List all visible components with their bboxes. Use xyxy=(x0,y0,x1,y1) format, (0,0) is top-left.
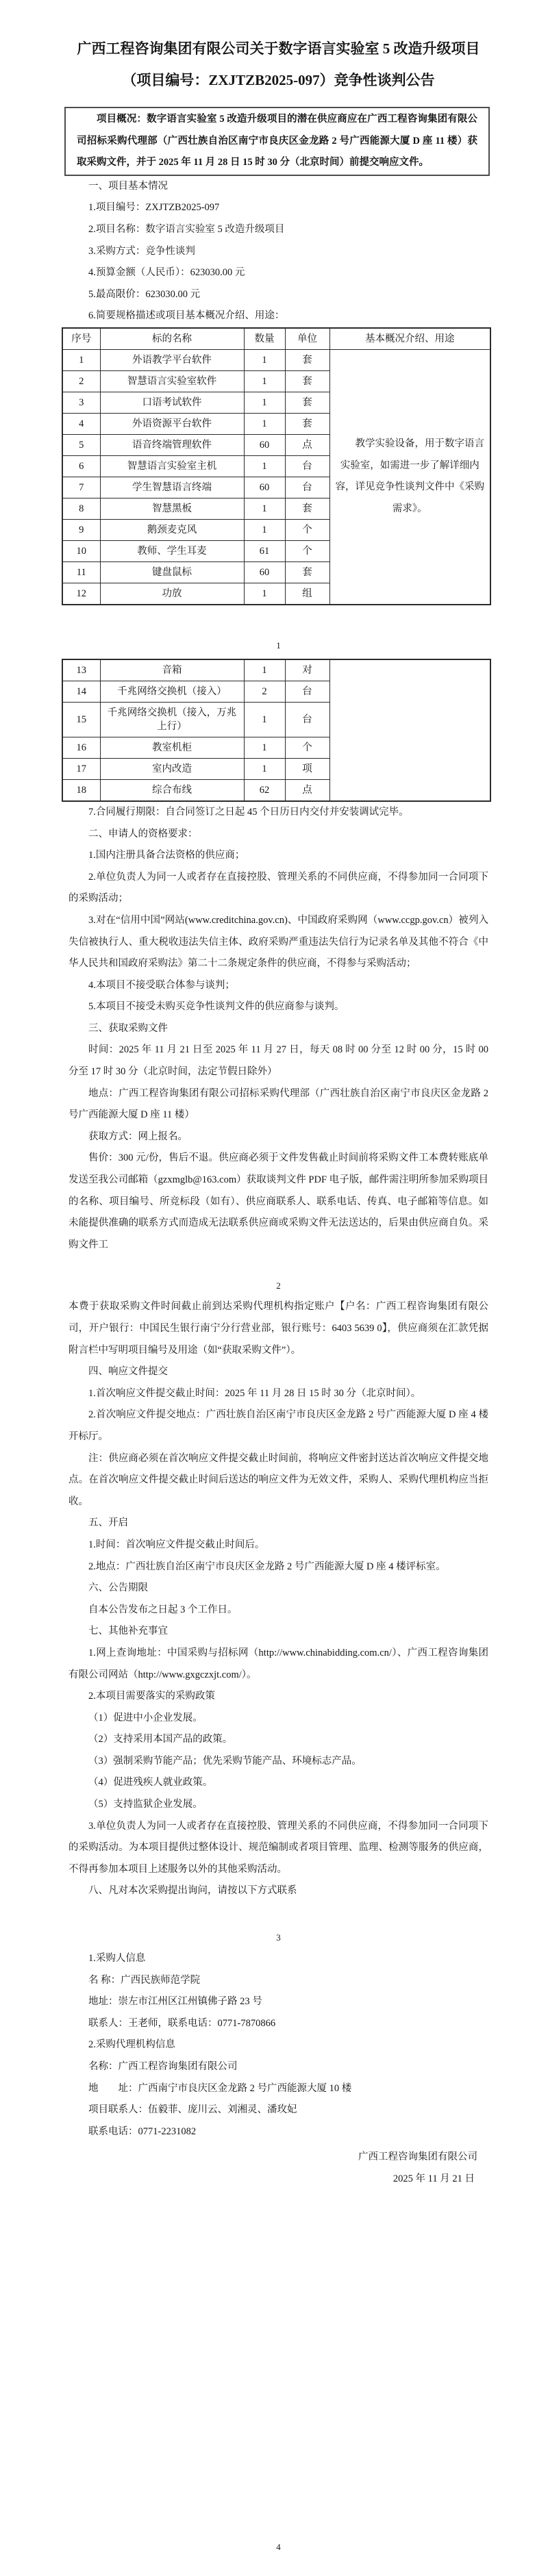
cell-name: 智慧语言实验室软件 xyxy=(100,370,244,392)
cell-no: 12 xyxy=(62,583,100,605)
cell-no: 3 xyxy=(62,392,100,413)
cell-unit: 套 xyxy=(285,349,329,370)
cell-no: 10 xyxy=(62,540,100,561)
page-number: 2 xyxy=(276,1280,281,1291)
cell-qty: 1 xyxy=(244,392,285,413)
cell-name: 外语教学平台软件 xyxy=(100,349,244,370)
cell-no: 18 xyxy=(62,779,100,801)
paragraph-policy-5: （5）支持监狱企业发展。 xyxy=(88,1799,203,1810)
paragraph-doc-method: 获取方式：网上报名。 xyxy=(88,1131,188,1142)
buyer-contact: 联系人：王老师，联系电话：0771-7870866 xyxy=(88,2017,276,2029)
paragraph-spec-intro: 6.简要规格描述或项目基本概况介绍、用途： xyxy=(88,310,285,322)
paragraph-contract-term: 7.合同履行期限：自合同签订之日起 45 个日历日内交付并安装调试完毕。 xyxy=(88,806,409,818)
cell-qty: 1 xyxy=(244,737,285,758)
cell-no: 9 xyxy=(62,519,100,540)
table-row xyxy=(62,659,490,681)
paragraph-policy-4: （4）促进残疾人就业政策。 xyxy=(88,1777,213,1789)
cell-no: 13 xyxy=(62,659,100,681)
cell-qty: 1 xyxy=(244,349,285,370)
cell-qty: 1 xyxy=(244,498,285,519)
cell-qty: 60 xyxy=(244,434,285,455)
buyer-info-heading: 1.采购人信息 xyxy=(88,1953,146,1965)
cell-qty: 1 xyxy=(244,455,285,477)
paragraph-other-3: 3.单位负责人为同一人或者存在直接控股、管理关系的不同供应商，不得参加同一合同项下的采购活动。为本项目提供过整体设计、规范编制或者项目管理、监理、检测等服务的供应商，不得再参加本项目上述服务以外的其他采购活动。 xyxy=(68,1820,488,1875)
cell-no: 4 xyxy=(62,413,100,434)
paragraph-budget: 4.预算金额（人民币）：623030.00 元 xyxy=(88,267,245,279)
cell-name: 室内改造 xyxy=(100,758,244,779)
cell-name: 语音终端管理软件 xyxy=(100,434,244,455)
cell-qty: 1 xyxy=(244,659,285,681)
paragraph-qual-1: 1.国内注册具备合法资格的供应商； xyxy=(88,850,245,861)
paragraph-qual-5: 5.本项目不接受未购买竞争性谈判文件的供应商参与谈判。 xyxy=(88,1001,345,1013)
paragraph-policy-intro: 2.本项目需要落实的采购政策 xyxy=(88,1691,215,1702)
paragraph-submit-place: 2.首次响应文件提交地点：广西壮族自治区南宁市良庆区金龙路 2 号广西能源大厦 D 座 4 楼开标厅。 xyxy=(68,1409,488,1442)
paragraph-project-no: 1.项目编号：ZXJTZB2025-097 xyxy=(88,202,220,214)
cell-unit: 套 xyxy=(285,392,329,413)
cell-name: 教室机柜 xyxy=(100,737,244,758)
paragraph-qual-2: 2.单位负责人为同一人或者存在直接控股、管理关系的不同供应商，不得参加同一合同项下的采购活动； xyxy=(68,871,488,905)
paragraph-policy-1: （1）促进中小企业发展。 xyxy=(88,1712,203,1723)
paragraph-project-name: 2.项目名称：数字语言实验室 5 改造升级项目 xyxy=(88,223,285,235)
cell-unit: 个 xyxy=(285,540,329,561)
cell-no: 8 xyxy=(62,498,100,519)
project-overview-text: 项目概况：数字语言实验室 5 改造升级项目的潜在供应商应在广西工程咨询集团有限公司招标采购代理部（广西壮族自治区南宁市良庆区金龙路 2 号广西能源大厦 D 座 11 楼）获取采购文件，并于 2025 年 11 月 28 日 15 时 30 分（北京时间）前提交响应文件。 xyxy=(77,114,477,168)
cell-name: 功放 xyxy=(100,583,244,605)
paragraph-doc-price-part2: 本费于获取采购文件时间截止前到达采购代理机构指定账户【户名：广西工程咨询集团有限公司，开户银行：中国民生银行南宁分行营业部，银行账号：6403 5639 0】，供应商须在汇款凭据附言栏中写明项目编号及用途（如“获取采购文件”）。 xyxy=(68,1301,488,1356)
cell-no: 5 xyxy=(62,434,100,455)
cell-unit: 台 xyxy=(285,477,329,498)
cell-name: 教师、学生耳麦 xyxy=(100,540,244,561)
merged-desc-cell xyxy=(329,349,490,605)
cell-unit: 台 xyxy=(285,681,329,702)
cell-qty: 60 xyxy=(244,477,285,498)
items-table-page2 xyxy=(62,659,491,802)
cell-name: 音箱 xyxy=(100,659,244,681)
cell-qty: 1 xyxy=(244,370,285,392)
cell-unit: 组 xyxy=(285,583,329,605)
cell-qty: 1 xyxy=(244,583,285,605)
cell-unit: 套 xyxy=(285,413,329,434)
merged-desc-text: 教学实验设备，用于数字语言实验室，如需进一步了解详细内容，详见竞争性谈判文件中《采购需求》。 xyxy=(335,438,484,515)
cell-name: 键盘鼠标 xyxy=(100,561,244,583)
paragraph-qual-3: 3.对在“信用中国”网站(www.creditchina.gov.cn)、中国政府采购网（www.ccgp.gov.cn）被列入失信被执行人、重大税收违法失信主体、政府采购严重违法失信行为记录名单及其他不符合《中华人民共和国政府采购法》第二十二条规定条件的供应商，不得参与采购活动； xyxy=(68,914,488,970)
section-heading-3: 三、获取采购文件 xyxy=(88,1022,168,1034)
cell-name: 综合布线 xyxy=(100,779,244,801)
paragraph-procure-method: 3.采购方式：竞争性谈判 xyxy=(88,245,195,257)
doc-title-line-2: （项目编号：ZXJTZB2025-097）竞争性谈判公告 xyxy=(122,72,435,88)
col-header-name: 标的名称 xyxy=(100,328,244,350)
paragraph-doc-time: 时间：2025 年 11 月 21 日至 2025 年 11 月 27 日，每天 08 时 00 分至 12 时 00 分，15 时 00 分至 17 时 30 分（北京时间，法定节假日除外） xyxy=(68,1044,488,1078)
col-header-qty: 数量 xyxy=(244,328,285,350)
section-heading-7: 七、其他补充事宜 xyxy=(88,1626,168,1637)
col-header-no: 序号 xyxy=(62,328,100,350)
paragraph-query-sites: 1.网上查询地址：中国采购与招标网（http://www.chinabidding.com.cn/）、广西工程咨询集团有限公司网站（http://www.gxgczxjt.com/）。 xyxy=(68,1647,488,1680)
cell-qty: 1 xyxy=(244,758,285,779)
doc-title-line-1: 广西工程咨询集团有限公司关于数字语言实验室 5 改造升级项目 xyxy=(77,40,480,57)
col-header-unit: 单位 xyxy=(285,328,329,350)
agent-phone: 联系电话：0771-2231082 xyxy=(88,2125,197,2137)
cell-no: 7 xyxy=(62,477,100,498)
cell-qty: 62 xyxy=(244,779,285,801)
signature-company: 广西工程咨询集团有限公司 xyxy=(358,2151,477,2163)
paragraph-qual-4: 4.本项目不接受联合体参与谈判； xyxy=(88,979,235,991)
col-header-desc: 基本概况介绍、用途 xyxy=(329,328,490,350)
cell-no: 11 xyxy=(62,561,100,583)
cell-unit: 点 xyxy=(285,434,329,455)
cell-unit: 个 xyxy=(285,737,329,758)
project-overview-box xyxy=(64,107,490,176)
cell-no: 2 xyxy=(62,370,100,392)
agent-contacts: 项目联系人：伍毅菲、庞川云、刘湘灵、潘玫妃 xyxy=(88,2104,297,2116)
cell-qty: 1 xyxy=(244,702,285,737)
cell-name: 千兆网络交换机（接入，万兆上行） xyxy=(100,702,244,737)
table-row xyxy=(62,349,490,370)
cell-unit: 台 xyxy=(285,455,329,477)
paragraph-submit-deadline: 1.首次响应文件提交截止时间：2025 年 11 月 28 日 15 时 30 分（北京时间）。 xyxy=(88,1387,421,1399)
cell-no: 6 xyxy=(62,455,100,477)
page-number: 4 xyxy=(276,2541,281,2552)
paragraph-submit-note: 注：供应商必须在首次响应文件提交截止时间前，将响应文件密封送达首次响应文件提交地点。在首次响应文件提交截止时间后送达的响应文件为无效文件，采购人、采购代理机构应当拒收。 xyxy=(68,1452,488,1507)
section-heading-5: 五、开启 xyxy=(88,1517,128,1529)
cell-name: 口语考试软件 xyxy=(100,392,244,413)
cell-no: 15 xyxy=(62,702,100,737)
cell-no: 17 xyxy=(62,758,100,779)
paragraph-doc-place: 地点：广西工程咨询集团有限公司招标采购代理部（广西壮族自治区南宁市良庆区金龙路 2 号广西能源大厦 D 座 11 楼） xyxy=(68,1087,488,1121)
cell-name: 智慧黑板 xyxy=(100,498,244,519)
buyer-name: 名 称：广西民族师范学院 xyxy=(88,1974,201,1986)
cell-name: 外语资源平台软件 xyxy=(100,413,244,434)
paragraph-doc-price-part1: 售价：300 元/份，售后不退。供应商必须于文件发售截止时间前将采购文件工本费转账底单发送至我公司邮箱（gzxmglb@163.com）获取谈判文件 PDF 电子版，邮件需注明所参加采购项目的名称、项目编号、所竞标段（如有）、供应商联系人、联系电话、传真、电子邮箱等信息。如未能提供准确的联系方式而造成无法联系供应商或采购文件无法送达的，后果由供应商自负。采购文件工 xyxy=(68,1152,488,1250)
section-heading-8: 八、凡对本次采购提出询问，请按以下方式联系 xyxy=(88,1885,297,1897)
paragraph-policy-3: （3）强制采购节能产品；优先采购节能产品、环境标志产品。 xyxy=(88,1755,362,1767)
cell-no: 16 xyxy=(62,737,100,758)
paragraph-notice-period: 自本公告发布之日起 3 个工作日。 xyxy=(88,1604,238,1615)
agent-name: 名称：广西工程咨询集团有限公司 xyxy=(88,2061,238,2072)
section-heading-4: 四、响应文件提交 xyxy=(88,1366,168,1378)
agent-info-heading: 2.采购代理机构信息 xyxy=(88,2039,175,2051)
cell-unit: 套 xyxy=(285,561,329,583)
cell-qty: 1 xyxy=(244,519,285,540)
page-number: 3 xyxy=(276,1932,281,1943)
cell-qty: 60 xyxy=(244,561,285,583)
cell-qty: 61 xyxy=(244,540,285,561)
paragraph-policy-2: （2）支持采用本国产品的政策。 xyxy=(88,1734,233,1745)
paragraph-price-cap: 5.最高限价：623030.00 元 xyxy=(88,288,201,300)
signature-date: 2025 年 11 月 21 日 xyxy=(393,2173,475,2184)
cell-no: 14 xyxy=(62,681,100,702)
cell-unit: 套 xyxy=(285,370,329,392)
cell-unit: 项 xyxy=(285,758,329,779)
cell-unit: 个 xyxy=(285,519,329,540)
section-heading-1: 一、项目基本情况 xyxy=(88,180,168,192)
page-number: 1 xyxy=(276,640,281,651)
cell-no: 1 xyxy=(62,349,100,370)
section-heading-2: 二、申请人的资格要求： xyxy=(88,828,198,839)
paragraph-open-time: 1.时间：首次响应文件提交截止时间后。 xyxy=(88,1539,265,1550)
cell-name: 鹅颈麦克风 xyxy=(100,519,244,540)
cell-qty: 2 xyxy=(244,681,285,702)
table-header-row xyxy=(62,328,490,350)
cell-unit: 套 xyxy=(285,498,329,519)
paragraph-open-place: 2.地点：广西壮族自治区南宁市良庆区金龙路 2 号广西能源大厦 D 座 4 楼评标室。 xyxy=(88,1561,446,1572)
agent-address: 地 址：广西南宁市良庆区金龙路 2 号广西能源大厦 10 楼 xyxy=(88,2082,352,2094)
cell-qty: 1 xyxy=(244,413,285,434)
cell-unit: 台 xyxy=(285,702,329,737)
section-heading-6: 六、公告期限 xyxy=(88,1582,148,1594)
cell-name: 千兆网络交换机（接入） xyxy=(100,681,244,702)
cell-unit: 点 xyxy=(285,779,329,801)
buyer-address: 地址：崇左市江州区江州镇佛子路 23 号 xyxy=(88,1996,262,2008)
merged-desc-cell-empty xyxy=(329,659,490,801)
items-table-page1 xyxy=(62,327,491,605)
cell-name: 学生智慧语言终端 xyxy=(100,477,244,498)
cell-name: 智慧语言实验室主机 xyxy=(100,455,244,477)
cell-unit: 对 xyxy=(285,659,329,681)
doc-title xyxy=(68,0,488,96)
